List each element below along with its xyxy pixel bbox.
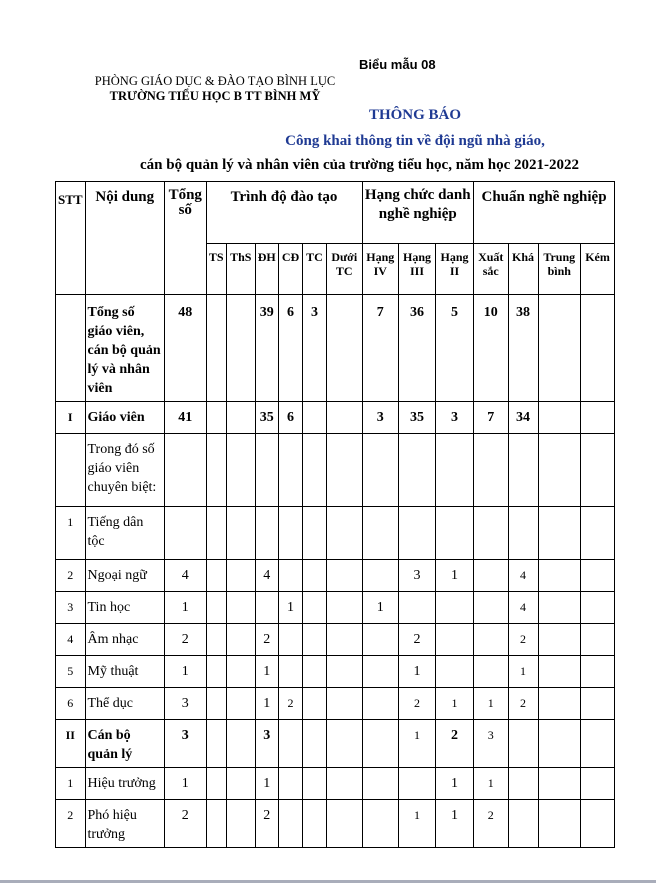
row-cell: 3 [362, 402, 399, 434]
header-standard: Chuẩn nghề nghiệp [474, 182, 615, 244]
row-stt: 6 [56, 688, 86, 720]
row-cell: 7 [474, 402, 509, 434]
subheader-12: Kém [581, 244, 615, 295]
row-cell [508, 768, 538, 800]
table-row [56, 656, 615, 688]
row-cell [474, 592, 509, 624]
row-cell [327, 768, 363, 800]
row-cell [227, 624, 256, 656]
row-cell [279, 768, 303, 800]
row-cell [538, 295, 581, 402]
row-cell [581, 592, 615, 624]
row-cell [303, 434, 327, 507]
row-cell: 6 [279, 402, 303, 434]
row-stt: 2 [56, 560, 86, 592]
row-cell: 1 [399, 720, 436, 768]
row-cell [279, 434, 303, 507]
row-cell [206, 560, 227, 592]
row-stt: 3 [56, 592, 86, 624]
row-cell: 4 [508, 560, 538, 592]
row-cell [303, 656, 327, 688]
row-cell: 4 [255, 560, 279, 592]
row-stt [56, 295, 86, 402]
row-cell: 1 [362, 592, 399, 624]
row-cell [362, 624, 399, 656]
row-cell [327, 592, 363, 624]
document-title: THÔNG BÁO [368, 107, 462, 123]
row-cell [303, 402, 327, 434]
row-cell [227, 720, 256, 768]
table-row [56, 402, 615, 434]
row-cell [206, 656, 227, 688]
row-cell: 1 [436, 800, 474, 848]
row-cell: 2 [399, 624, 436, 656]
row-cell [327, 656, 363, 688]
row-cell [303, 768, 327, 800]
row-cell [538, 507, 581, 560]
row-cell [362, 720, 399, 768]
row-cell [227, 656, 256, 688]
row-cell [279, 560, 303, 592]
document-subtitle-line1: Công khai thông tin về đội ngũ nhà giáo, [285, 133, 545, 149]
subheader-11: Trung bình [538, 244, 581, 295]
row-cell [206, 800, 227, 848]
row-cell [362, 656, 399, 688]
row-cell [362, 688, 399, 720]
row-cell: 1 [436, 688, 474, 720]
row-cell [538, 800, 581, 848]
row-cell [581, 800, 615, 848]
row-content: Phó hiệu trưởng [85, 800, 165, 848]
row-cell [474, 507, 509, 560]
row-cell [327, 295, 363, 402]
row-cell [474, 560, 509, 592]
row-cell [399, 768, 436, 800]
subheader-7: Hạng III [399, 244, 436, 295]
row-cell [206, 688, 227, 720]
header-rank: Hạng chức danh nghề nghiệp [362, 182, 474, 244]
row-cell [206, 295, 227, 402]
row-cell [581, 720, 615, 768]
row-stt: I [56, 402, 86, 434]
row-cell [279, 507, 303, 560]
row-cell: 1 [399, 656, 436, 688]
row-cell [538, 768, 581, 800]
row-cell [255, 434, 279, 507]
header-content: Nội dung [85, 182, 165, 295]
table-row [56, 592, 615, 624]
row-total: 2 [165, 624, 207, 656]
subheader-8: Hạng II [436, 244, 474, 295]
row-content: Hiệu trưởng [85, 768, 165, 800]
row-cell: 5 [436, 295, 474, 402]
row-cell: 1 [474, 688, 509, 720]
row-cell [227, 402, 256, 434]
header-training: Trình độ đào tạo [206, 182, 362, 244]
row-cell [227, 592, 256, 624]
row-cell [206, 434, 227, 507]
row-stt: 5 [56, 656, 86, 688]
table-row [56, 295, 615, 402]
document-subtitle-line2: cán bộ quản lý và nhân viên của trường tiểu học, năm học 2021-2022 [140, 157, 580, 173]
row-cell [538, 720, 581, 768]
row-cell [362, 507, 399, 560]
row-cell [581, 560, 615, 592]
header-row-groups [56, 182, 615, 244]
row-content: Thể dục [85, 688, 165, 720]
row-content: Mỹ thuật [85, 656, 165, 688]
row-cell [327, 402, 363, 434]
row-cell [327, 624, 363, 656]
form-number: Biểu mẫu 08 [359, 57, 436, 72]
row-cell: 3 [399, 560, 436, 592]
row-cell [474, 624, 509, 656]
row-cell: 1 [255, 656, 279, 688]
row-cell [303, 624, 327, 656]
header-stt: STT [56, 182, 86, 295]
row-cell [227, 560, 256, 592]
row-cell [362, 434, 399, 507]
row-content: Âm nhạc [85, 624, 165, 656]
row-cell: 1 [279, 592, 303, 624]
row-content: Giáo viên [85, 402, 165, 434]
row-cell [327, 688, 363, 720]
row-cell [538, 688, 581, 720]
row-content: Tiếng dân tộc [85, 507, 165, 560]
row-cell [508, 720, 538, 768]
subheader-2: ĐH [255, 244, 279, 295]
row-cell [206, 507, 227, 560]
table-row [56, 688, 615, 720]
row-cell [508, 800, 538, 848]
row-cell [206, 720, 227, 768]
row-cell: 2 [255, 800, 279, 848]
row-cell [227, 800, 256, 848]
row-cell: 34 [508, 402, 538, 434]
school-name: TRƯỜNG TIỂU HỌC B TT BÌNH MỸ [109, 89, 321, 103]
row-cell [303, 507, 327, 560]
row-content: Tổng số giáo viên, cán bộ quản lý và nhân viên [85, 295, 165, 402]
row-cell: 35 [255, 402, 279, 434]
staff-table [55, 181, 615, 848]
row-cell [581, 434, 615, 507]
row-stt: II [56, 720, 86, 768]
row-cell [436, 592, 474, 624]
row-cell: 36 [399, 295, 436, 402]
row-stt [56, 434, 86, 507]
row-cell [227, 507, 256, 560]
table-row [56, 720, 615, 768]
row-cell: 1 [255, 768, 279, 800]
row-cell [206, 624, 227, 656]
table-row [56, 507, 615, 560]
row-cell: 38 [508, 295, 538, 402]
row-total: 1 [165, 656, 207, 688]
table-row [56, 624, 615, 656]
header-total: Tổng số [165, 182, 207, 295]
row-content: Cán bộ quản lý [85, 720, 165, 768]
row-cell: 35 [399, 402, 436, 434]
row-total: 48 [165, 295, 207, 402]
subheader-9: Xuất sắc [474, 244, 509, 295]
row-cell: 3 [436, 402, 474, 434]
row-cell [538, 592, 581, 624]
row-cell: 1 [436, 768, 474, 800]
row-cell [581, 688, 615, 720]
row-cell: 2 [508, 624, 538, 656]
row-cell: 3 [474, 720, 509, 768]
row-cell [436, 624, 474, 656]
department-name: PHÒNG GIÁO DỤC & ĐÀO TẠO BÌNH LỤC [94, 74, 336, 88]
row-cell: 2 [474, 800, 509, 848]
row-cell [399, 507, 436, 560]
row-cell [581, 624, 615, 656]
row-cell [327, 560, 363, 592]
row-cell [581, 507, 615, 560]
row-cell: 1 [399, 800, 436, 848]
row-cell [362, 768, 399, 800]
row-stt: 1 [56, 507, 86, 560]
row-cell: 2 [436, 720, 474, 768]
row-cell [279, 720, 303, 768]
row-total [165, 507, 207, 560]
row-cell [279, 800, 303, 848]
row-cell [581, 656, 615, 688]
subheader-3: CĐ [279, 244, 303, 295]
row-cell [508, 434, 538, 507]
row-cell [303, 560, 327, 592]
row-cell: 2 [279, 688, 303, 720]
table-row [56, 560, 615, 592]
row-total: 3 [165, 720, 207, 768]
row-total: 3 [165, 688, 207, 720]
subheader-0: TS [206, 244, 227, 295]
row-cell [399, 434, 436, 507]
row-cell [206, 592, 227, 624]
row-cell [538, 560, 581, 592]
subheader-10: Khá [508, 244, 538, 295]
row-cell: 1 [508, 656, 538, 688]
row-cell: 3 [303, 295, 327, 402]
row-content: Tin học [85, 592, 165, 624]
subheader-1: ThS [227, 244, 256, 295]
row-cell: 2 [399, 688, 436, 720]
row-total: 4 [165, 560, 207, 592]
row-stt: 4 [56, 624, 86, 656]
table-row [56, 434, 615, 507]
row-cell [436, 434, 474, 507]
row-cell: 2 [255, 624, 279, 656]
row-cell [581, 402, 615, 434]
row-cell [399, 592, 436, 624]
row-cell: 3 [255, 720, 279, 768]
row-cell [474, 434, 509, 507]
row-cell: 10 [474, 295, 509, 402]
row-total: 1 [165, 768, 207, 800]
row-cell [327, 507, 363, 560]
row-cell [508, 507, 538, 560]
row-cell: 2 [508, 688, 538, 720]
row-cell [538, 624, 581, 656]
row-total: 1 [165, 592, 207, 624]
row-stt: 1 [56, 768, 86, 800]
row-cell [538, 656, 581, 688]
table-row [56, 800, 615, 848]
row-total: 41 [165, 402, 207, 434]
row-cell: 1 [474, 768, 509, 800]
row-cell [227, 768, 256, 800]
row-cell [538, 402, 581, 434]
row-cell [362, 800, 399, 848]
subheader-6: Hạng IV [362, 244, 399, 295]
row-cell [436, 656, 474, 688]
row-cell [206, 402, 227, 434]
row-total: 2 [165, 800, 207, 848]
row-cell: 4 [508, 592, 538, 624]
row-cell [538, 434, 581, 507]
row-cell [436, 507, 474, 560]
row-cell [327, 434, 363, 507]
table-row [56, 768, 615, 800]
row-cell [206, 768, 227, 800]
row-cell [227, 434, 256, 507]
row-cell [303, 592, 327, 624]
row-cell: 39 [255, 295, 279, 402]
row-cell [303, 800, 327, 848]
row-cell [279, 624, 303, 656]
row-cell [279, 656, 303, 688]
row-cell [474, 656, 509, 688]
row-cell: 1 [436, 560, 474, 592]
row-cell: 7 [362, 295, 399, 402]
row-cell [303, 688, 327, 720]
row-content: Ngoại ngữ [85, 560, 165, 592]
row-cell: 6 [279, 295, 303, 402]
row-cell [327, 720, 363, 768]
row-content: Trong đó số giáo viên chuyên biệt: [85, 434, 165, 507]
row-cell [362, 560, 399, 592]
row-cell [255, 507, 279, 560]
row-cell: 1 [255, 688, 279, 720]
row-cell [255, 592, 279, 624]
row-cell [327, 800, 363, 848]
row-cell [227, 295, 256, 402]
subheader-5: Dưới TC [327, 244, 363, 295]
row-stt: 2 [56, 800, 86, 848]
row-cell [303, 720, 327, 768]
row-cell [581, 768, 615, 800]
row-cell [581, 295, 615, 402]
row-cell [227, 688, 256, 720]
subheader-4: TC [303, 244, 327, 295]
row-total [165, 434, 207, 507]
